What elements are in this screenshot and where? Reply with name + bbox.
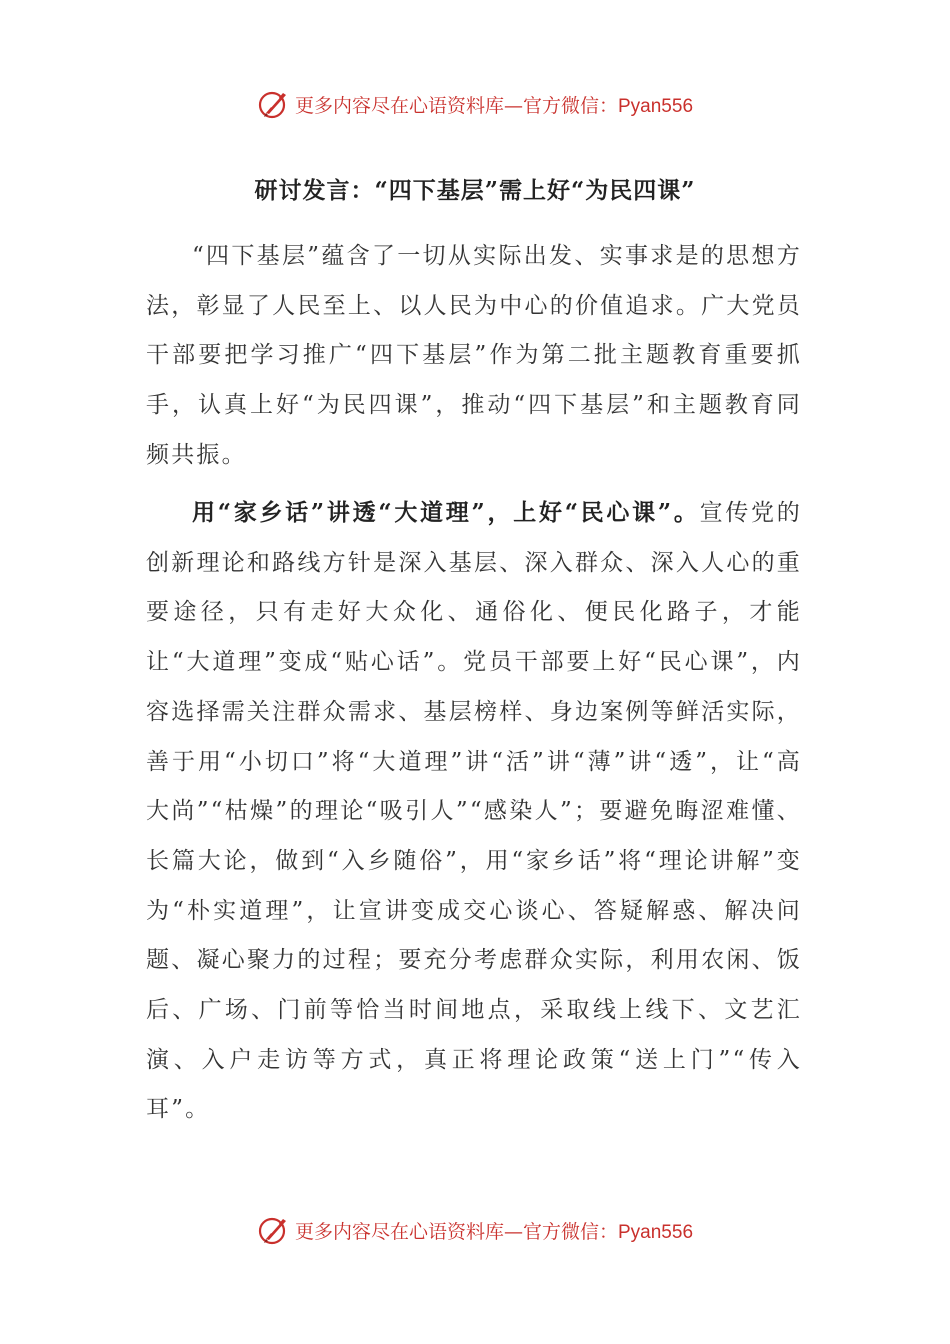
quill-pen-circle-icon [257,87,291,121]
header-watermark-banner [0,84,950,124]
watermark-text: 更多内容尽在心语资料库—官方微信：Pyan556 [294,94,694,117]
quill-pen-circle-icon [257,1213,291,1247]
footer-watermark-banner [0,1210,950,1250]
watermark-handle: Pyan556 [618,95,694,117]
section-heading: 用“家乡话”讲透“大道理”，上好“民心课”。 [192,499,700,526]
watermark-text: 更多内容尽在心语资料库—官方微信：Pyan556 [294,1220,694,1243]
intro-paragraph: “四下基层”蕴含了一切从实际出发、实事求是的思想方法，彰显了人民至上、以人民为中心的价值追求。广大党员干部要把学习推广“四下基层”作为第二批主题教育重要抓手，认真上好“为民四课”，推动“四下基层”和主题教育同频共振。 [146,243,802,468]
page-title: 研讨发言：“四下基层”需上好“为民四课” [254,177,696,204]
watermark-handle: Pyan556 [618,1221,694,1243]
section-paragraph [146,488,802,1135]
section-body: 宣传党的创新理论和路线方针是深入基层、深入群众、深入人心的重要途径，只有走好大众化、通俗化、便民化路子，才能让“大道理”变成“贴心话”。党员干部要上好“民心课”，内容选择需关注群众需求、基层榜样、身边案例等鲜活实际，善于用“小切口”将“大道理”讲“活”讲“薄”讲“透”，让“高大尚”“枯燥”的理论“吸引人”“感染人”；要避免晦涩难懂、长篇大论，做到“入乡随俗”，用“家乡话”将“理论讲解”变为“朴实道理”，让宣讲变成交心谈心、答疑解惑、解决问题、凝心聚力的过程；要充分考虑群众实际，利用农闲、饭后、广场、门前等恰当时间地点，采取线上线下、文艺汇演、入户走访等方式，真正将理论政策“送上门”“传入耳”。 [146,500,802,1123]
